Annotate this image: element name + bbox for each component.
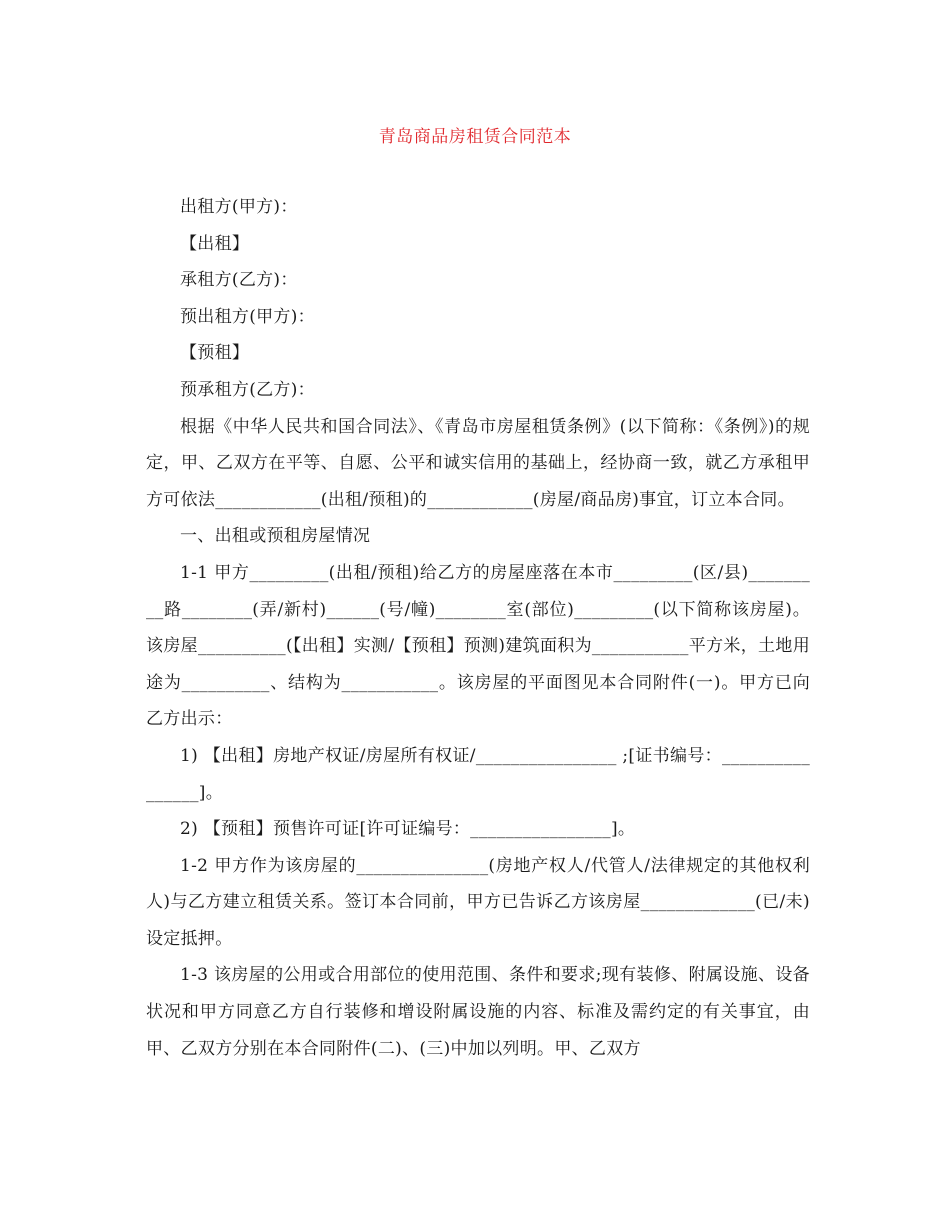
paragraph-preamble: 根据《中华人民共和国合同法》、《青岛市房屋租赁条例》(以下简称：《条例》)的规定，甲、乙双方在平等、自愿、公平和诚实信用的基础上，经协商一致，就乙方承租甲方可依法____________(出租/预租)的____________(房屋/商品房)事宜，订立本合同。 — [146, 416, 810, 510]
clause-1-1-item-1: 1) 【出租】房地产权证/房屋所有权证/________________ ;[证书编号：________________]。 — [146, 745, 810, 803]
paragraph-lessor: 出租方(甲方)： — [180, 197, 298, 217]
paragraph-pre-lessor: 预出租方(甲方)： — [180, 306, 315, 327]
paragraph-lessee: 承租方(乙方)： — [180, 270, 298, 291]
paragraph-pre-lease-tag: 【预租】 — [180, 343, 250, 364]
clause-1-1: 1-1 甲方_________(出租/预租)给乙方的房屋座落在本市_________(区/县)_________路________(弄/新村)______(号/幢)________室(部位)_________(以下简称该房屋)。该房屋__________(【出租】实测/【预租】预测)建筑面积为___________平方米，土地用途为__________、结构为___________。该房屋的平面图见本合同附件(一)。甲方已向乙方出示： — [146, 562, 810, 730]
paragraph-pre-lessee: 预承租方(乙方)： — [180, 379, 315, 400]
section-heading-1: 一、出租或预租房屋情况 — [180, 526, 371, 547]
clause-1-2: 1-2 甲方作为该房屋的_______________(房地产权人/代管人/法律规定的其他权利人)与乙方建立租赁关系。签订本合同前，甲方已告诉乙方该房屋_____________(已/未)设定抵押。 — [146, 855, 810, 949]
clause-1-3: 1-3 该房屋的公用或合用部位的使用范围、条件和要求;现有装修、附属设施、设备状况和甲方同意乙方自行装修和增设附属设施的内容、标准及需约定的有关事宜，由甲、乙双方分别在本合同附件(二)、(三)中加以列明。甲、乙双方 — [146, 965, 810, 1059]
paragraph-lease-tag: 【出租】 — [180, 233, 250, 254]
document-title: 青岛商品房租赁合同范本 — [378, 127, 572, 147]
clause-1-1-item-2: 2) 【预租】预售许可证[许可证编号：________________]。 — [180, 819, 636, 840]
document-body — [146, 189, 810, 1067]
